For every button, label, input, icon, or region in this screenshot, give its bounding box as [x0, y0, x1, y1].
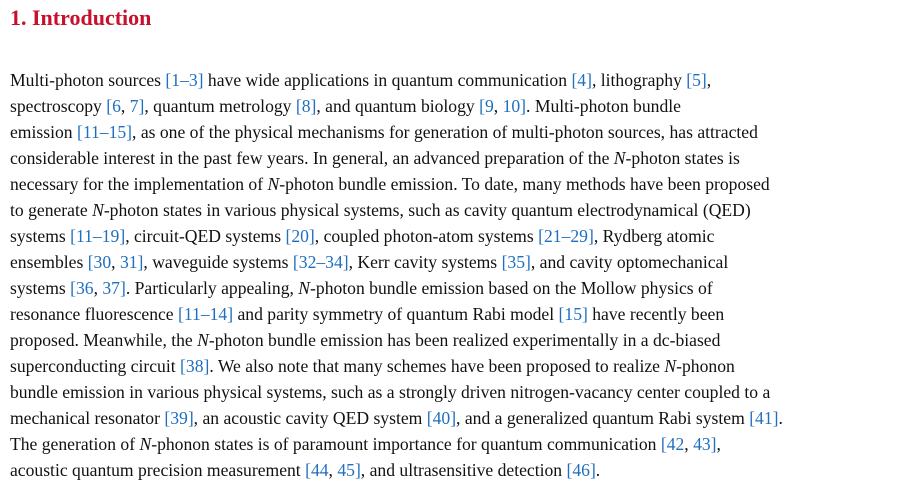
citation-link[interactable]: 41	[755, 408, 773, 428]
italic-variable: N	[197, 330, 209, 350]
body-text: spectroscopy	[10, 96, 107, 116]
paragraph-line	[10, 119, 920, 145]
citation-bracket: ]	[203, 356, 210, 376]
citation-bracket: ]	[138, 96, 145, 116]
citation-link[interactable]: 21–29	[543, 226, 588, 246]
introduction-paragraph	[10, 67, 920, 483]
italic-variable: N	[267, 174, 280, 194]
paragraph-line	[10, 431, 920, 457]
paragraph-line	[10, 171, 920, 197]
body-text: considerable interest in the past few years. In general, an advanced preparation of the	[10, 148, 614, 168]
body-text: emission	[10, 122, 77, 142]
citation-bracket: ]	[354, 460, 361, 480]
paragraph-line	[10, 249, 920, 275]
citation-bracket: ]	[197, 70, 204, 90]
body-text: have wide applications in quantum communication	[203, 70, 572, 90]
body-text: acoustic quantum precision measurement	[10, 460, 306, 480]
body-text: . Particularly appealing,	[125, 278, 299, 298]
citation-bracket: ]	[586, 70, 592, 90]
citation-link[interactable]: 42	[666, 434, 685, 454]
citation-bracket: [	[164, 408, 171, 428]
body-text: , quantum metrology	[144, 96, 296, 116]
citation-bracket: ]	[589, 460, 596, 480]
citation-link[interactable]: 20	[291, 226, 309, 246]
body-text: superconducting circuit	[10, 356, 181, 376]
body-text: bundle emission in various physical systems, such as a strongly driven nitrogen-vacancy center coupled to a	[10, 382, 771, 402]
citation-link[interactable]: 9	[484, 96, 494, 116]
citation-link[interactable]: 1–3	[171, 70, 198, 90]
citation-link[interactable]: 46	[572, 460, 590, 480]
citation-bracket: [	[501, 252, 508, 272]
body-text: have recently been	[587, 304, 725, 324]
body-text: resonance fluorescence	[10, 304, 179, 324]
body-text: .	[778, 408, 783, 428]
citation-bracket: [	[660, 434, 667, 454]
citation-link[interactable]: 30	[93, 252, 112, 272]
body-text: , and a generalized quantum Rabi system	[456, 408, 750, 428]
italic-variable: N	[664, 356, 677, 376]
citation-bracket: [	[70, 278, 76, 298]
body-text: -photon states is	[625, 148, 740, 168]
citation-bracket: [	[479, 96, 485, 116]
citation-bracket: [	[76, 122, 83, 142]
citation-link[interactable]: 45	[337, 460, 355, 480]
citation-bracket: [	[295, 96, 302, 116]
body-text: ,	[111, 252, 120, 272]
citation-bracket: ]	[772, 408, 779, 428]
citation-link[interactable]: 10	[502, 96, 521, 116]
citation-bracket: [	[292, 252, 299, 272]
paragraph-line	[10, 197, 920, 223]
paragraph-line	[10, 379, 920, 405]
citation-bracket: ]	[525, 252, 531, 272]
citation-link[interactable]: 6	[112, 96, 121, 116]
body-text: proposed. Meanwhile, the	[10, 330, 198, 350]
body-text: necessary for the implementation of	[10, 174, 268, 194]
body-text: , waveguide systems	[143, 252, 293, 272]
body-text: ,	[706, 70, 712, 90]
paragraph-line	[10, 405, 920, 431]
citation-link[interactable]: 15	[564, 304, 582, 324]
citation-link[interactable]: 4	[577, 70, 587, 90]
citation-bracket: [	[558, 304, 565, 324]
citation-link[interactable]: 11–14	[183, 304, 228, 324]
paragraph-line	[10, 93, 920, 119]
citation-bracket: [	[571, 70, 578, 90]
citation-link[interactable]: 5	[692, 70, 701, 90]
body-text: ,	[684, 434, 694, 454]
citation-bracket: ]	[700, 70, 707, 90]
citation-bracket: [	[538, 226, 544, 246]
paragraph-line	[10, 327, 920, 353]
body-text: -phonon	[676, 356, 735, 376]
citation-bracket: ]	[187, 408, 194, 428]
citation-bracket: [	[165, 70, 172, 90]
citation-bracket: [	[106, 96, 113, 116]
citation-bracket: ]	[450, 408, 457, 428]
body-text: -photon bundle emission based on the Mollow physics of	[310, 278, 713, 298]
citation-link[interactable]: 7	[129, 96, 139, 116]
body-text: Multi-photon sources	[10, 70, 166, 90]
citation-bracket: ]	[126, 122, 133, 142]
paragraph-line	[10, 145, 920, 171]
body-text: . We also note that many schemes have been proposed to realize	[209, 356, 665, 376]
body-text: and parity symmetry of quantum Rabi model	[233, 304, 559, 324]
body-text: , Rydberg atomic	[593, 226, 715, 246]
body-text: , circuit-QED systems	[125, 226, 286, 246]
body-text: -phonon states is of paramount importance for quantum communication	[151, 434, 661, 454]
citation-bracket: [	[686, 70, 693, 90]
italic-variable: N	[613, 148, 626, 168]
paragraph-line	[10, 67, 920, 93]
citation-bracket: ]	[119, 226, 126, 246]
citation-bracket: ]	[137, 252, 144, 272]
citation-bracket: ]	[520, 96, 527, 116]
italic-variable: N	[298, 278, 311, 298]
body-text: . Multi-photon bundle	[526, 96, 681, 116]
citation-bracket: [	[566, 460, 573, 480]
citation-bracket: ]	[581, 304, 588, 324]
citation-link[interactable]: 44	[310, 460, 329, 480]
body-text: ensembles	[10, 252, 88, 272]
citation-bracket: ]	[710, 434, 717, 454]
citation-link[interactable]: 37	[102, 278, 120, 298]
citation-link[interactable]: 11–15	[82, 122, 127, 142]
paragraph-line	[10, 457, 920, 483]
italic-variable: N	[139, 434, 152, 454]
body-text: , and cavity optomechanical	[530, 252, 729, 272]
body-text: ,	[328, 460, 338, 480]
body-text: ,	[93, 278, 103, 298]
body-text: systems	[10, 226, 71, 246]
body-text: The generation of	[10, 434, 140, 454]
citation-bracket: ]	[308, 226, 315, 246]
body-text: -photon bundle emission. To date, many methods have been proposed	[279, 174, 770, 194]
paragraph-line	[10, 223, 920, 249]
citation-link[interactable]: 39	[170, 408, 188, 428]
paragraph-line	[10, 353, 920, 379]
citation-link[interactable]: 40	[432, 408, 451, 428]
citation-bracket: ]	[227, 304, 234, 324]
body-text: , as one of the physical mechanisms for generation of multi-photon sources, has attracted	[132, 122, 758, 142]
citation-link[interactable]: 38	[185, 356, 204, 376]
paragraph-line	[10, 275, 920, 301]
citation-bracket: ]	[342, 252, 349, 272]
citation-bracket: [	[305, 460, 311, 480]
body-text: ,	[120, 96, 130, 116]
citation-bracket: [	[70, 226, 76, 246]
citation-link[interactable]: 43	[693, 434, 711, 454]
citation-bracket: ]	[119, 278, 126, 298]
citation-bracket: [	[285, 226, 292, 246]
citation-bracket: [	[180, 356, 186, 376]
body-text: , and ultrasensitive detection	[360, 460, 567, 480]
citation-link[interactable]: 11–19	[75, 226, 120, 246]
paragraph-line	[10, 301, 920, 327]
italic-variable: N	[92, 200, 104, 220]
body-text: to generate	[10, 200, 93, 220]
citation-link[interactable]: 31	[119, 252, 138, 272]
citation-bracket: [	[87, 252, 94, 272]
citation-link[interactable]: 35	[507, 252, 526, 272]
citation-bracket: [	[426, 408, 433, 428]
body-text: , and quantum biology	[316, 96, 480, 116]
citation-bracket: [	[178, 304, 184, 324]
citation-bracket: ]	[587, 226, 594, 246]
body-text: -photon bundle emission has been realized experimentally in a dc-biased	[208, 330, 721, 350]
body-text: , lithography	[591, 70, 687, 90]
body-text: -photon states in various physical systems, such as cavity quantum electrodynamical (QED)	[103, 200, 751, 220]
body-text: mechanical resonator	[10, 408, 165, 428]
section-heading-introduction: 1. Introduction	[10, 5, 152, 30]
body-text: ,	[716, 434, 721, 454]
citation-bracket: ]	[310, 96, 317, 116]
body-text: systems	[10, 278, 71, 298]
body-text: , Kerr cavity systems	[348, 252, 502, 272]
citation-bracket: [	[749, 408, 756, 428]
citation-link[interactable]: 36	[75, 278, 94, 298]
body-text: ,	[493, 96, 503, 116]
citation-link[interactable]: 32–34	[298, 252, 343, 272]
body-text: , coupled photon-atom systems	[314, 226, 539, 246]
body-text: , an acoustic cavity QED system	[193, 408, 427, 428]
citation-link[interactable]: 8	[301, 96, 311, 116]
body-text: .	[595, 460, 601, 480]
